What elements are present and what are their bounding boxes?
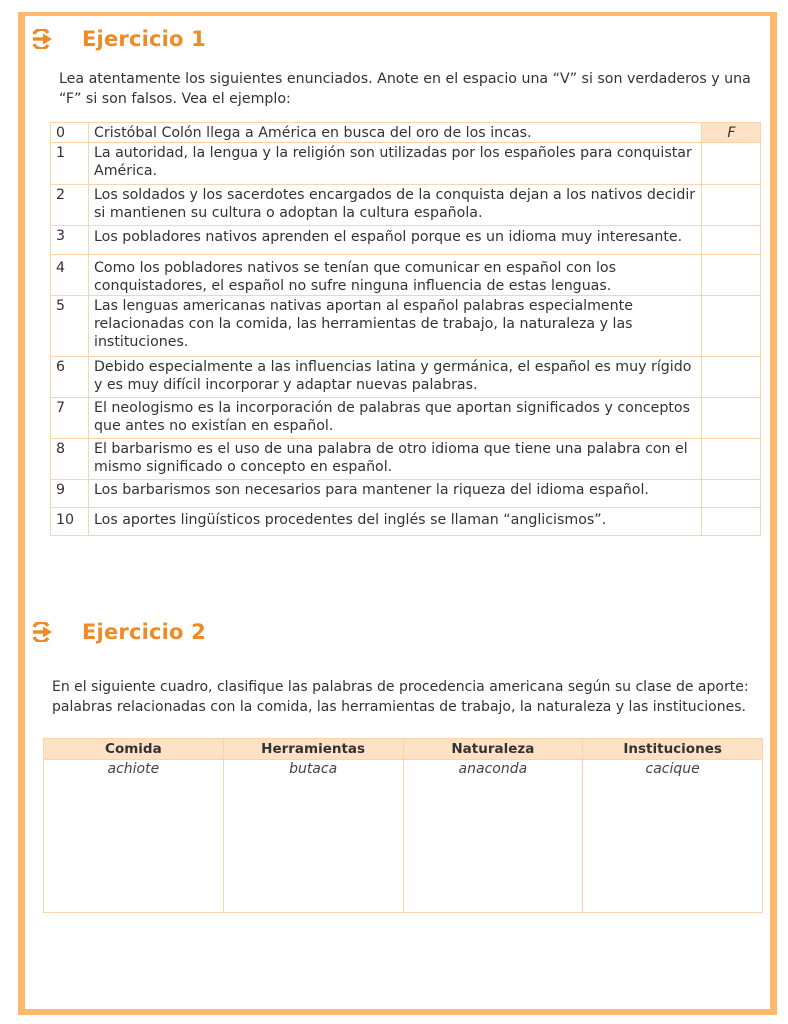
table-row xyxy=(51,398,761,439)
table-row xyxy=(44,760,763,913)
table-row xyxy=(51,123,761,143)
statement-text: Los soldados y los sacerdotes encargados de la conquista dejan a los nativos decidir si mantienen su cultura o adoptan la cultura española. xyxy=(89,185,702,226)
statement-text: El barbarismo es el uso de una palabra de otro idioma que tiene una palabra con el mismo significado o concepto en español. xyxy=(89,439,702,480)
row-number: 6 xyxy=(51,357,89,398)
answer-cell-instituciones[interactable]: cacique xyxy=(583,760,763,913)
answer-cell[interactable] xyxy=(702,439,761,480)
answer-cell[interactable] xyxy=(702,398,761,439)
column-header-comida: Comida xyxy=(44,739,224,760)
row-number: 5 xyxy=(51,296,89,357)
arrow-right-circle-icon xyxy=(30,622,54,642)
classification-table xyxy=(43,738,763,913)
table-row xyxy=(51,296,761,357)
row-number: 10 xyxy=(51,508,89,536)
statement-text: Las lenguas americanas nativas aportan al español palabras especialmente relacionadas con la comida, las herramientas de trabajo, la naturaleza y las instituciones. xyxy=(89,296,702,357)
exercise2-instructions xyxy=(52,677,772,717)
statement-text: Cristóbal Colón llega a América en busca del oro de los incas. xyxy=(89,123,702,143)
instructions-line: “F” si son falsos. Vea el ejemplo: xyxy=(59,91,291,107)
answer-cell[interactable] xyxy=(702,226,761,255)
answer-cell-herramientas[interactable]: butaca xyxy=(223,760,403,913)
row-number: 1 xyxy=(51,143,89,185)
statement-text: Los pobladores nativos aprenden el español porque es un idioma muy interesante. xyxy=(89,226,702,255)
statement-text: Los barbarismos son necesarios para mantener la riqueza del idioma español. xyxy=(89,480,702,508)
answer-cell[interactable] xyxy=(702,480,761,508)
table-row xyxy=(51,357,761,398)
exercise2-title: Ejercicio 2 xyxy=(82,620,206,644)
row-number: 4 xyxy=(51,255,89,296)
instructions-line: Lea atentamente los siguientes enunciados. Anote en el espacio una “V” si son verdaderos y una xyxy=(59,71,751,87)
answer-cell[interactable] xyxy=(702,185,761,226)
answer-cell[interactable]: F xyxy=(702,123,761,143)
statement-text: La autoridad, la lengua y la religión son utilizadas por los españoles para conquistar América. xyxy=(89,143,702,185)
statement-text: El neologismo es la incorporación de palabras que aportan significados y conceptos que antes no existían en español. xyxy=(89,398,702,439)
column-header-naturaleza: Naturaleza xyxy=(403,739,583,760)
exercise1-instructions xyxy=(59,69,774,109)
table-row xyxy=(51,255,761,296)
table-row xyxy=(51,226,761,255)
table-row xyxy=(51,143,761,185)
row-number: 7 xyxy=(51,398,89,439)
column-header-herramientas: Herramientas xyxy=(223,739,403,760)
row-number: 3 xyxy=(51,226,89,255)
column-header-instituciones: Instituciones xyxy=(583,739,763,760)
answer-cell[interactable] xyxy=(702,296,761,357)
row-number: 9 xyxy=(51,480,89,508)
header-row xyxy=(44,739,763,760)
table-row xyxy=(51,508,761,536)
table-row xyxy=(51,480,761,508)
exercise1-heading xyxy=(30,27,206,51)
answer-cell[interactable] xyxy=(702,357,761,398)
row-number: 0 xyxy=(51,123,89,143)
statement-text: Los aportes lingüísticos procedentes del inglés se llaman “anglicismos”. xyxy=(89,508,702,536)
answer-cell-naturaleza[interactable]: anaconda xyxy=(403,760,583,913)
arrow-right-circle-icon xyxy=(30,29,54,49)
row-number: 2 xyxy=(51,185,89,226)
instructions-line: palabras relacionadas con la comida, las herramientas de trabajo, la naturaleza y las instituciones. xyxy=(52,699,746,715)
answer-cell[interactable] xyxy=(702,255,761,296)
instructions-line: En el siguiente cuadro, clasifique las palabras de procedencia americana según su clase de aporte: xyxy=(52,679,749,695)
true-false-table xyxy=(50,122,761,536)
table-row xyxy=(51,439,761,480)
exercise2-heading xyxy=(30,620,206,644)
row-number: 8 xyxy=(51,439,89,480)
statement-text: Como los pobladores nativos se tenían que comunicar en español con los conquistadores, el español no sufre ninguna influencia de estas lenguas. xyxy=(89,255,702,296)
statement-text: Debido especialmente a las influencias latina y germánica, el español es muy rígido y es muy difícil incorporar y adaptar nuevas palabras. xyxy=(89,357,702,398)
table-row xyxy=(51,185,761,226)
answer-cell-comida[interactable]: achiote xyxy=(44,760,224,913)
answer-cell[interactable] xyxy=(702,143,761,185)
exercise1-title: Ejercicio 1 xyxy=(82,27,206,51)
answer-cell[interactable] xyxy=(702,508,761,536)
